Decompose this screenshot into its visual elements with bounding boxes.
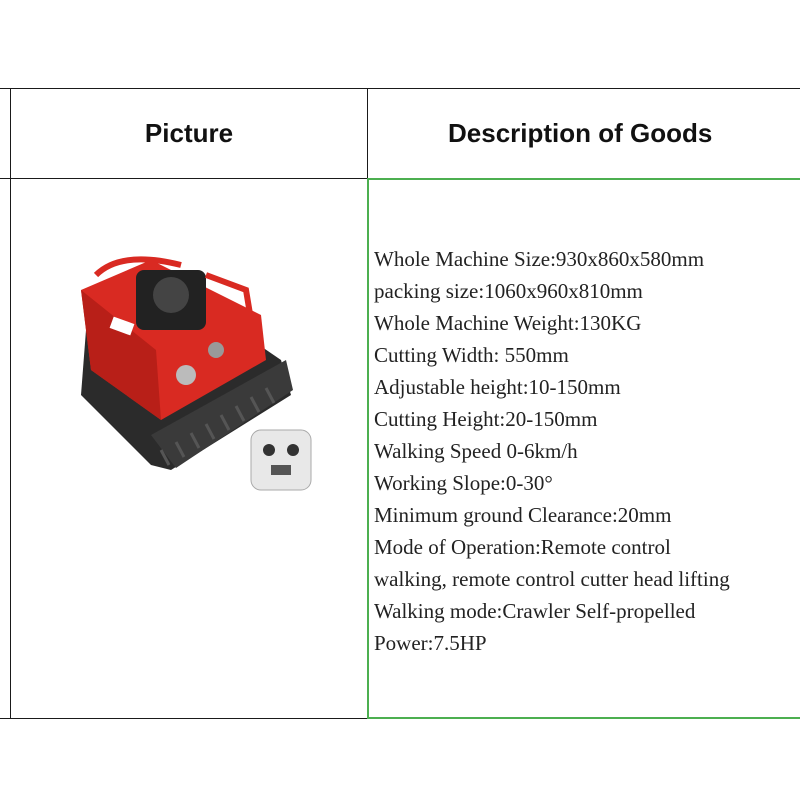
description-line: Walking Speed 0-6km/h: [374, 439, 578, 463]
description-line: Power:7.5HP: [374, 631, 487, 655]
description-line: Cutting Height:20-150mm: [374, 407, 598, 431]
description-line: walking, remote control cutter head lifting: [374, 567, 730, 591]
description-line: Walking mode:Crawler Self-propelled: [374, 599, 696, 623]
description-line: Minimum ground Clearance:20mm: [374, 503, 672, 527]
picture-cell: [11, 180, 367, 718]
header-picture: Picture: [144, 117, 234, 148]
description-list: [374, 243, 800, 659]
description-line: packing size:1060x960x810mm: [374, 279, 643, 303]
description-line: Whole Machine Weight:130KG: [374, 311, 642, 335]
description-line: Cutting Width: 550mm: [374, 343, 569, 367]
description-line: Whole Machine Size:930x860x580mm: [374, 247, 705, 271]
lawn-mower-image: [11, 180, 367, 718]
description-line: Mode of Operation:Remote control: [374, 535, 671, 559]
description-line: Adjustable height:10-150mm: [374, 375, 621, 399]
header-description: Description of Goods: [448, 117, 713, 148]
description-line: Working Slope:0-30°: [374, 471, 553, 495]
